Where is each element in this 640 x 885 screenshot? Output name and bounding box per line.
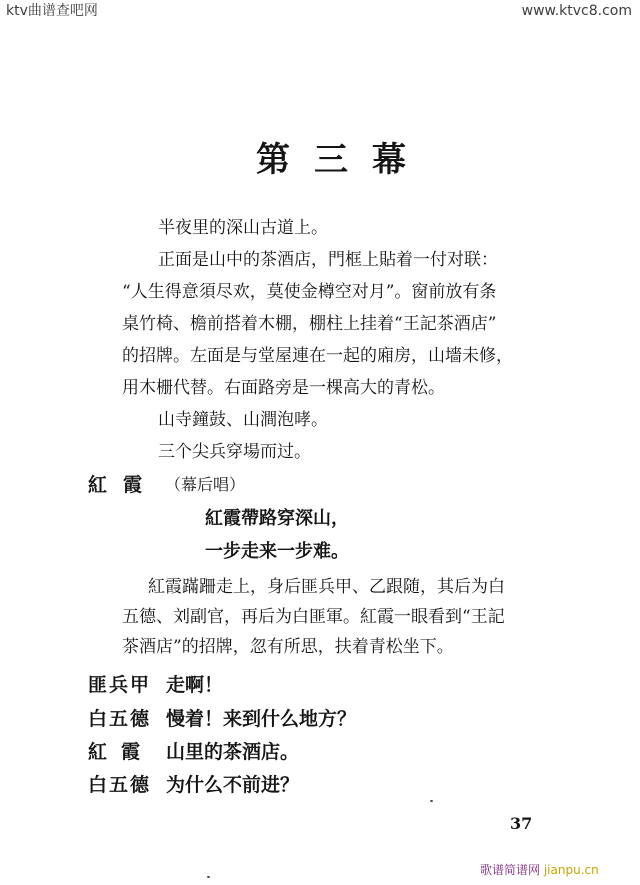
stage-direction-line: “人生得意須尽欢，莫使金樽空对月”。窗前放有条 [122,282,497,302]
dialogue-speaker: 紅霞 [88,741,155,763]
lyric-line: 一步走来一步难。 [205,541,349,562]
watermark-top-right: www.ktvc8.com [521,3,632,19]
page-number: 37 [510,814,533,833]
song-speaker: 紅霞 [88,474,159,496]
sound-cue-line: 三个尖兵穿場而过。 [158,442,311,462]
print-speck [207,876,210,878]
act-title: 第三幕 [256,140,430,180]
dialogue-line [88,771,299,799]
dialogue-speaker: 匪兵甲 [88,674,152,696]
dialogue-speaker: 白五德 [88,708,152,730]
dialogue-text: 山里的茶酒店。 [166,741,300,763]
watermark-top-left: ktv曲谱查吧网 [6,3,98,19]
dialogue-line [88,738,299,766]
stage-direction-line: 用木栅代替。右面路旁是一棵高大的青松。 [122,378,445,398]
song-aside: （幕后唱） [165,475,246,494]
stage-direction-line: 半夜里的深山古道上。 [158,218,328,238]
dialogue-line [88,705,356,733]
watermark-bottom-main: 歌谱简谱网 [480,863,541,877]
stage-direction-line: 桌竹椅、檐前搭着木棚，棚柱上挂着“王記茶酒店” [122,314,497,334]
dialogue-text: 慢着！来到什么地方？ [166,708,357,730]
action-line: 茶酒店”的招牌，忽有所思，扶着青松坐下。 [122,637,454,657]
action-line: 五德、刘副官，再后为白匪軍。紅霞一眼看到“王記 [122,607,505,627]
stage-direction-line: 正面是山中的茶酒店，門框上貼着一付对联： [158,250,498,270]
dialogue-text: 走啊！ [166,674,224,696]
sound-cue-line: 山寺鐘鼓、山澗泡哮。 [158,410,328,430]
print-speck [430,800,433,802]
watermark-bottom-right [480,862,599,878]
action-line: 紅霞蹣跚走上，身后匪兵甲、乙跟随，其后为白 [148,577,505,597]
dialogue-line [88,671,223,699]
dialogue-speaker: 白五德 [88,774,152,796]
lyric-line: 紅霞帶路穿深山， [205,508,349,529]
dialogue-text: 为什么不前进？ [166,774,300,796]
stage-direction-line: 的招牌。左面是与堂屋連在一起的廂房，山墻未修， [122,346,513,366]
watermark-bottom-site: jianpu.cn [543,863,599,877]
